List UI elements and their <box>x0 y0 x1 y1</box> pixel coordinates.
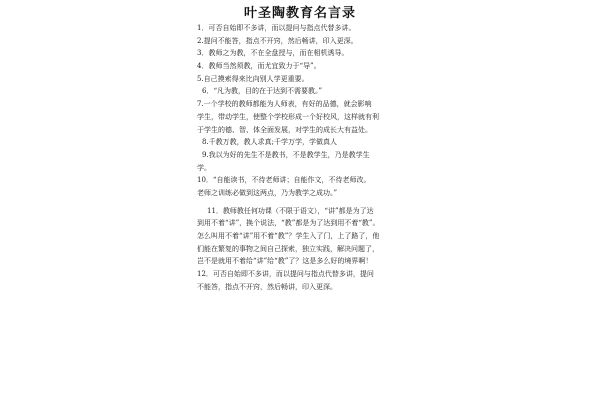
quote-12-line-1: 12．可否自始即不多讲，而以提问与指点代替多讲，提问 <box>197 270 374 279</box>
quote-4: 4．教师当然须教，而尤宜致力于“导”。 <box>197 62 321 71</box>
quote-11-line-4: 们能在繁复的事物之间自己探索，独立实践，解决问题了， <box>197 244 379 253</box>
quote-11-line-3: 怎么叫用不着“讲”用不着“教”？学生入了门，上了路了，他 <box>197 232 380 240</box>
quote-11-line-1: 11．教师教任何功课（不限于语文），“讲”都是为了达 <box>207 206 374 215</box>
quote-1: 1．可否自始即不多讲，而以提问与指点代替多讲。 <box>197 24 356 32</box>
quote-8: 8.千教万教，教人求真;千学万学，学做真人 <box>202 138 338 147</box>
quote-10-line-2: 老师之训练必做到这两点，乃为教学之成功。” <box>197 188 338 197</box>
quote-7-line-1: 7.一个学校的教师都能为人师表，有好的品德，就会影响 <box>197 100 372 109</box>
quote-9-line-1: 9.我以为好的先生不是教书，不是教学生，乃是教学生 <box>202 150 370 159</box>
quote-5: 5.自己摸索得来比向别人学更重要。 <box>197 74 309 83</box>
quote-9-line-2: 学。 <box>197 163 211 172</box>
quote-7-line-3: 于学生的德、智、体全面发展，对学生的成长大有益处。 <box>197 125 372 134</box>
quote-3: 3．教师之为教，不在全盘授与，而在相机诱导。 <box>197 49 349 58</box>
document-title: 叶圣陶教育名言录 <box>243 6 356 21</box>
quote-11-line-2: 到用不着“讲”，换个说法，“教”都是为了达到用不着“教”。 <box>197 219 380 228</box>
quote-11-line-5: 岂不是就用不着给“讲”给“教”了？这是多么好的境界啊！ <box>197 257 373 266</box>
quote-2: 2.提问不能答，指点不开窍，然后畅讲，印入更深。 <box>197 36 358 45</box>
quote-12-line-2: 不能答，指点不开窍，然后畅讲，印入更深。 <box>197 282 337 291</box>
quote-6: 6．“凡为教，目的在于达到不需要教。” <box>202 87 323 96</box>
quote-7-line-2: 学生，带动学生，使整个学校形成一个好校风，这样就有利 <box>197 112 379 121</box>
quote-10-line-1: 10．“自能读书，不待老师讲；自能作文，不待老师改。 <box>197 176 371 185</box>
quote-list <box>197 22 411 293</box>
